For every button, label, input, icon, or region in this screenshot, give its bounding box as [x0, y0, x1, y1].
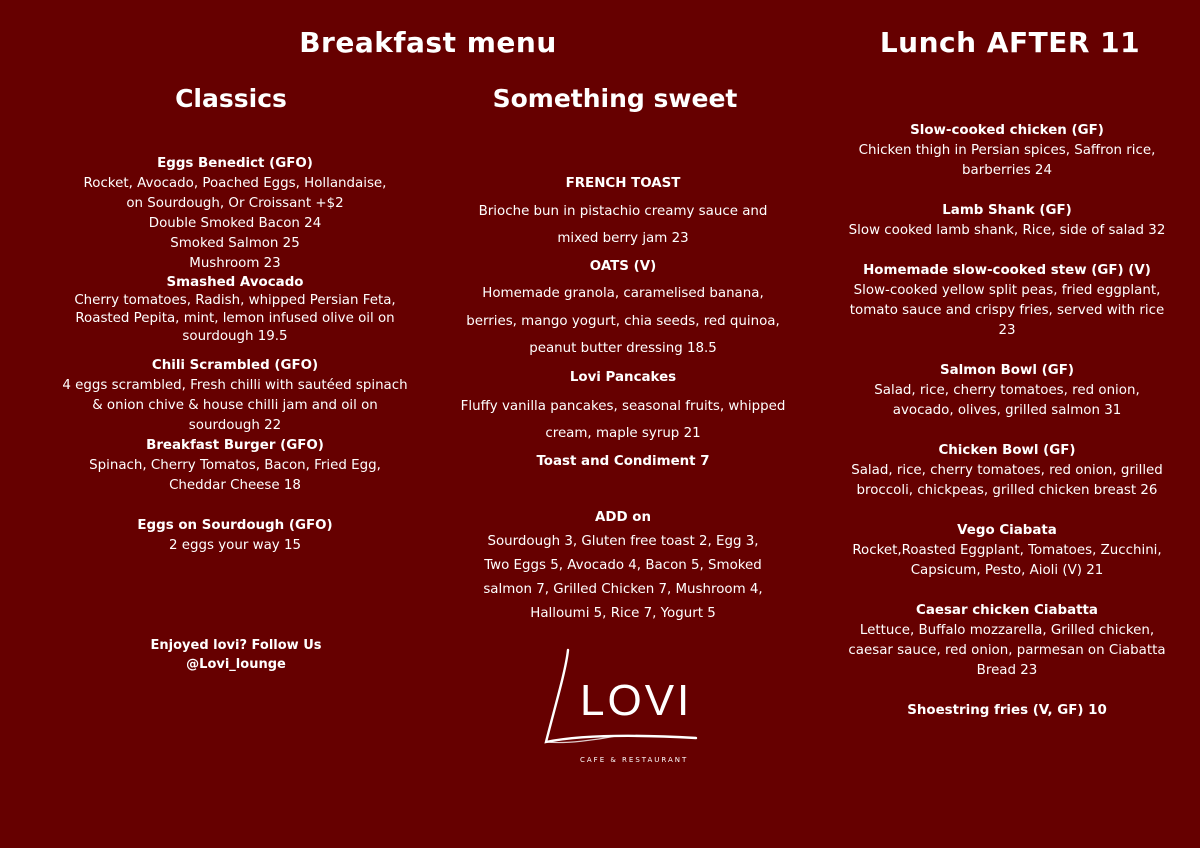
- item-description: Salad, rice, cherry tomatoes, red onion, grilled: [851, 463, 1163, 478]
- item-title: Slow-cooked chicken (GF): [910, 123, 1104, 138]
- lovi-logo: [536, 640, 706, 770]
- item-title: Homemade slow-cooked stew (GF) (V): [863, 263, 1151, 278]
- item-title: Chili Scrambled (GFO): [151, 358, 319, 373]
- social-follow: [120, 636, 352, 674]
- item-title: Salmon Bowl (GF): [939, 363, 1075, 378]
- item-description: Spinach, Cherry Tomatos, Bacon, Fried Egg,: [89, 458, 381, 473]
- classics-heading: Classics: [175, 84, 287, 113]
- item-description: Bread 23: [976, 663, 1038, 678]
- item-description: Two Eggs 5, Avocado 4, Bacon 5, Smoked: [484, 558, 762, 573]
- item-description: Brioche bun in pistachio creamy sauce and: [478, 203, 768, 219]
- item-title: OATS (V): [589, 258, 657, 274]
- item-description: on Sourdough, Or Croissant +$2: [126, 196, 344, 211]
- menu-item-vego-ciabata: [822, 521, 1192, 581]
- classics-section: [20, 154, 450, 556]
- item-option: Smoked Salmon 25: [170, 236, 300, 251]
- item-description: Salad, rice, cherry tomatoes, red onion,: [874, 383, 1140, 398]
- item-description: Lettuce, Buffalo mozzarella, Grilled chicken,: [859, 623, 1155, 638]
- item-description: salmon 7, Grilled Chicken 7, Mushroom 4,: [483, 582, 763, 597]
- item-description: avocado, olives, grilled salmon 31: [892, 403, 1122, 418]
- item-description: 2 eggs your way 15: [169, 538, 301, 553]
- item-description: caesar sauce, red onion, parmesan on Ciabatta: [848, 643, 1166, 658]
- item-title: Caesar chicken Ciabatta: [916, 603, 1098, 618]
- item-description: sourdough 22: [188, 418, 282, 433]
- menu-item-oats: [438, 253, 808, 363]
- item-description: Sourdough 3, Gluten free toast 2, Egg 3,: [487, 534, 759, 549]
- menu-item-shoestring-fries: [822, 701, 1192, 721]
- menu-item-eggs-on-sourdough: [20, 516, 450, 556]
- item-description: Capsicum, Pesto, Aioli (V) 21: [910, 563, 1104, 578]
- item-title: Lamb Shank (GF): [942, 203, 1072, 218]
- item-description: 23: [998, 323, 1016, 338]
- menu-item-slow-cooked-stew: [822, 261, 1192, 341]
- follow-text: Enjoyed lovi? Follow Us: [150, 638, 322, 653]
- menu-item-french-toast: [438, 170, 808, 253]
- item-title: Smashed Avocado: [166, 275, 304, 290]
- item-description: Cheddar Cheese 18: [169, 478, 301, 493]
- item-title: Shoestring fries (V, GF) 10: [907, 703, 1107, 718]
- logo-tagline: CAFE & RESTAURANT: [580, 756, 689, 764]
- item-description: Halloumi 5, Rice 7, Yogurt 5: [530, 606, 716, 621]
- menu-item-smashed-avocado: [20, 274, 450, 346]
- lunch-heading: Lunch AFTER 11: [879, 26, 1141, 59]
- item-description: broccoli, chickpeas, grilled chicken breast 26: [856, 483, 1158, 498]
- menu-item-eggs-benedict: [20, 154, 450, 274]
- item-description: sourdough 19.5: [182, 329, 288, 344]
- item-description: berries, mango yogurt, chia seeds, red quinoa,: [466, 313, 780, 329]
- item-title: Chicken Bowl (GF): [938, 443, 1076, 458]
- item-title: Breakfast Burger (GFO): [146, 438, 324, 453]
- item-description: mixed berry jam 23: [557, 231, 689, 246]
- item-title: Toast and Condiment 7: [536, 453, 710, 469]
- item-title: Eggs Benedict (GFO): [157, 156, 313, 171]
- item-description: Homemade granola, caramelised banana,: [482, 286, 764, 301]
- item-title: FRENCH TOAST: [565, 176, 681, 191]
- menu-item-slow-cooked-chicken: [822, 121, 1192, 181]
- item-description: 4 eggs scrambled, Fresh chilli with sautéed spinach: [62, 378, 408, 393]
- item-description: tomato sauce and crispy fries, served with rice: [849, 303, 1165, 318]
- item-description: Slow-cooked yellow split peas, fried eggplant,: [853, 283, 1161, 298]
- item-description: Chicken thigh in Persian spices, Saffron rice,: [858, 143, 1156, 158]
- item-description: Cherry tomatoes, Radish, whipped Persian Feta,: [74, 293, 396, 308]
- item-option: Double Smoked Bacon 24: [148, 216, 322, 231]
- item-title: ADD on: [595, 510, 651, 525]
- item-description: Roasted Pepita, mint, lemon infused olive oil on: [75, 311, 395, 326]
- menu-item-caesar-chicken-ciabatta: [822, 601, 1192, 681]
- menu-item-lovi-pancakes: [438, 363, 808, 448]
- item-description: Slow cooked lamb shank, Rice, side of salad 32: [848, 223, 1166, 238]
- menu-item-chili-scrambled: [20, 356, 450, 436]
- item-title: Eggs on Sourdough (GFO): [137, 518, 333, 533]
- item-description: peanut butter dressing 18.5: [529, 341, 717, 356]
- menu-item-toast-condiment: [438, 448, 808, 476]
- lunch-section: [822, 121, 1192, 721]
- item-description: barberries 24: [962, 163, 1052, 178]
- item-description: Fluffy vanilla pancakes, seasonal fruits, whipped: [460, 398, 786, 414]
- menu-item-salmon-bowl: [822, 361, 1192, 421]
- logo-text: LOVI: [580, 676, 693, 725]
- something-sweet-heading: Something sweet: [492, 84, 738, 113]
- menu-item-chicken-bowl: [822, 441, 1192, 501]
- menu-item-lamb-shank: [822, 201, 1192, 241]
- breakfast-menu-heading: Breakfast menu: [299, 26, 557, 59]
- instagram-handle: @Lovi_lounge: [186, 657, 286, 672]
- item-description: cream, maple syrup 21: [545, 426, 701, 441]
- item-option: Mushroom 23: [189, 256, 281, 271]
- item-title: Lovi Pancakes: [569, 369, 677, 385]
- item-description: Rocket,Roasted Eggplant, Tomatoes, Zucchini,: [852, 543, 1162, 558]
- item-title: Vego Ciabata: [957, 523, 1057, 538]
- something-sweet-section: [438, 170, 808, 475]
- menu-item-breakfast-burger: [20, 436, 450, 496]
- add-on-section: [438, 506, 808, 626]
- item-description: & onion chive & house chilli jam and oil on: [92, 398, 378, 413]
- item-description: Rocket, Avocado, Poached Eggs, Hollandaise,: [83, 176, 387, 191]
